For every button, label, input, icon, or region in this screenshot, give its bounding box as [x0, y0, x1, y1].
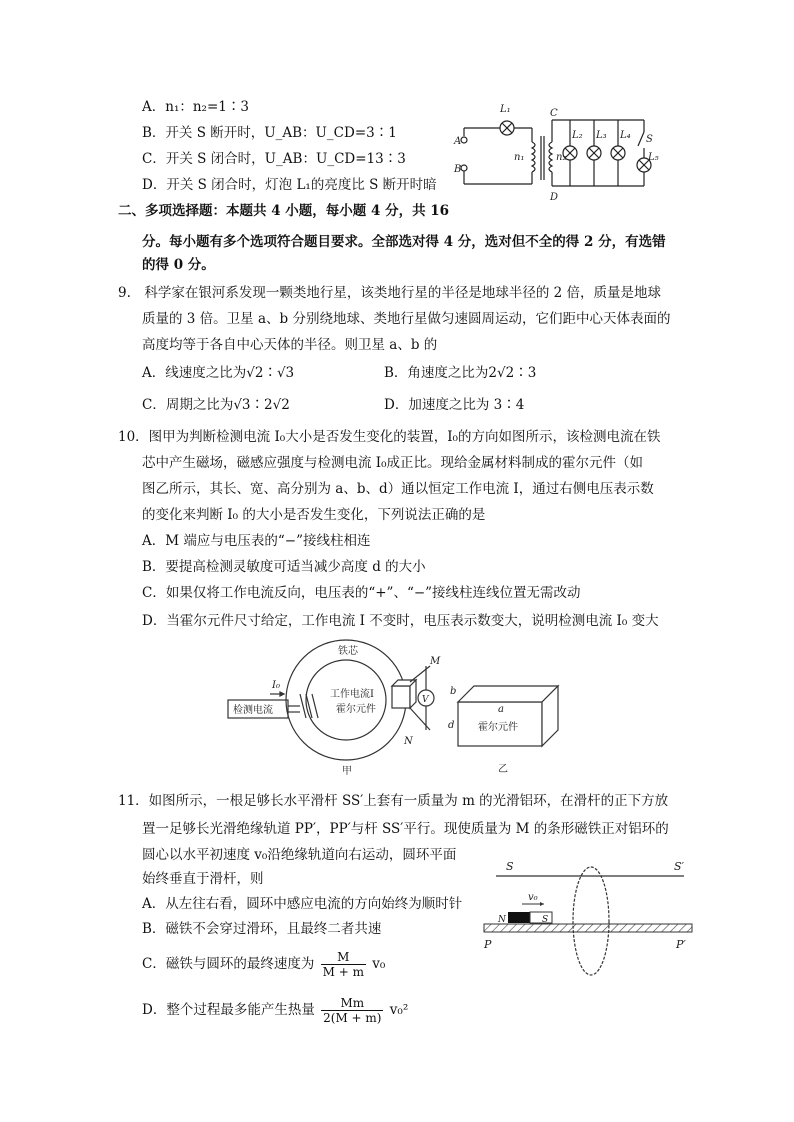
q10-stem-2: 芯中产生磁场，磁感应强度与检测电流 I₀成正比。现给金属材料制成的霍尔元件（如 — [142, 455, 644, 471]
q11-option-b: B．磁铁不会穿过滑环，且最终二者共速 — [142, 921, 382, 937]
q11-option-c-fraction — [321, 950, 366, 979]
label-n1: n₁ — [514, 152, 525, 163]
transformer-circuit-figure — [452, 96, 662, 206]
q10-stem-4: 的变化来判断 I₀ 的大小是否发生变化，下列说法正确的是 — [142, 507, 486, 523]
yi-d-label: d — [448, 720, 455, 731]
label-s: S — [646, 134, 653, 145]
q10-option-b: B．要提高检测灵敏度可适当减少高度 d 的大小 — [142, 559, 426, 575]
q11-option-c-numerator: M — [321, 950, 366, 965]
caption-yi: 乙 — [498, 764, 508, 775]
label-s-right: S′ — [674, 860, 685, 873]
section-heading-2: 分。每小题有多个选项符合题目要求。全部选对得 4 分，选对但不全的得 2 分，有选错 — [142, 234, 666, 250]
q11-option-c-v0: v₀ — [372, 956, 386, 972]
q9-stem-3: 高度均等于各自中心天体的半径。则卫星 a、b 的 — [142, 337, 438, 353]
q9-stem-1: 9. 科学家在银河系发现一颗类地行星，该类地行星的半径是地球半径的 2 倍，质量是地球 — [118, 285, 662, 301]
q9-stem-2: 质量的 3 倍。卫星 a、b 分别绕地球、类地行星做匀速圆周运动，它们距中心天体表面的 — [142, 311, 671, 327]
label-l2: L₂ — [572, 130, 583, 141]
q8-option-a: A．n₁：n₂=1∶3 — [142, 99, 249, 115]
yi-b-label: b — [450, 686, 457, 697]
label-l1: L₁ — [500, 104, 511, 115]
q10-stem-1: 10．图甲为判断检测电流 I₀大小是否发生变化的装置，I₀的方向如图所示，该检测电流在铁 — [118, 429, 661, 445]
label-b: B — [454, 164, 462, 175]
q11-option-d-fraction — [321, 996, 383, 1025]
q10-option-a: A．M 端应与电压表的“−”接线柱相连 — [142, 533, 371, 549]
hall-detector-figure-jia — [226, 636, 446, 778]
section-heading: 二、多项选择题：本题共 4 小题，每小题 4 分，共 16 — [118, 203, 450, 219]
q11-option-d-text: D．整个过程最多能产生热量 — [142, 1002, 315, 1018]
q8-option-b: B．开关 S 断开时，U_AB：U_CD=3∶1 — [142, 125, 397, 141]
core-label: 铁芯 — [338, 646, 358, 657]
label-d: D — [550, 192, 559, 203]
q8-option-c: C．开关 S 闭合时，U_AB：U_CD=13∶3 — [142, 151, 406, 167]
q11-option-d-v0sq: v₀² — [389, 1002, 409, 1018]
magnet-n-label: N — [498, 915, 506, 925]
i0-label: I₀ — [272, 680, 280, 691]
q11-option-c-denominator: M + m — [322, 965, 364, 979]
q11-stem-4: 始终垂直于滑杆，则 — [142, 871, 264, 887]
q9-option-d: D．加速度之比为 3∶4 — [384, 397, 525, 413]
q11-option-d-denominator: 2(M + m) — [323, 1011, 382, 1025]
yi-a-label: a — [498, 704, 504, 715]
q11-option-c — [142, 950, 385, 979]
m-label: M — [430, 656, 441, 667]
q11-stem-3: 圆心以水平初速度 v₀沿绝缘轨道向右运动，圆环平面 — [142, 847, 457, 863]
q10-option-c: C．如果仅将工作电流反向，电压表的“+”、“−”接线柱连线位置无需改动 — [142, 585, 581, 601]
q11-option-d-numerator: Mm — [321, 996, 383, 1011]
label-l4: L₄ — [620, 130, 631, 141]
q11-stem-2: 置一足够长光滑绝缘轨道 PP′，PP′与杆 SS′平行。现使质量为 M 的条形磁铁正对铝环的 — [142, 821, 669, 837]
label-n2: n₂ — [556, 152, 567, 163]
q11-stem-1: 11．如图所示，一根足够长水平滑杆 SS′上套有一质量为 m 的光滑铝环，在滑杆的正下方放 — [118, 793, 669, 809]
label-v0: v₀ — [528, 892, 538, 903]
label-p-right: P′ — [676, 938, 686, 951]
q9-option-a: A．线速度之比为√2∶√3 — [142, 365, 295, 381]
caption-jia: 甲 — [342, 766, 352, 777]
magnet-s-label: S — [542, 915, 549, 925]
q10-stem-3: 图乙所示，其长、宽、高分别为 a、b、d）通以恒定工作电流 I，通过右侧电压表示数 — [142, 481, 654, 497]
hall-element-label: 霍尔元件 — [336, 704, 376, 715]
label-l3: L₃ — [596, 130, 607, 141]
q8-option-d: D．开关 S 闭合时，灯泡 L₁的亮度比 S 断开时暗 — [142, 177, 437, 193]
ring-magnet-figure — [478, 852, 698, 982]
q11-option-a: A．从左往右看，圆环中感应电流的方向始终为顺时针 — [142, 896, 463, 912]
section-heading-3: 的得 0 分。 — [142, 257, 215, 273]
q11-option-d — [142, 996, 408, 1025]
label-s-left: S — [506, 860, 514, 873]
label-l5: L₅ — [648, 152, 659, 163]
yi-hall-label: 霍尔元件 — [478, 722, 518, 733]
label-c: C — [550, 108, 558, 119]
work-current-label: 工作电流I — [330, 689, 374, 700]
hall-element-figure-yi — [446, 676, 566, 776]
q9-option-c: C．周期之比为√3∶2√2 — [142, 397, 290, 413]
voltmeter-label: V — [422, 695, 429, 705]
label-p-left: P — [484, 938, 492, 951]
q9-option-b: B．角速度之比为2√2∶3 — [384, 365, 537, 381]
q11-option-c-text: C．磁铁与圆环的最终速度为 — [142, 956, 315, 972]
n-label: N — [404, 736, 413, 747]
q10-option-d: D．当霍尔元件尺寸给定，工作电流 I 不变时，电压表示数变大，说明检测电流 I₀ 变大 — [142, 613, 659, 629]
label-a: A — [454, 136, 462, 147]
detect-current-label: 检测电流 — [233, 705, 273, 716]
